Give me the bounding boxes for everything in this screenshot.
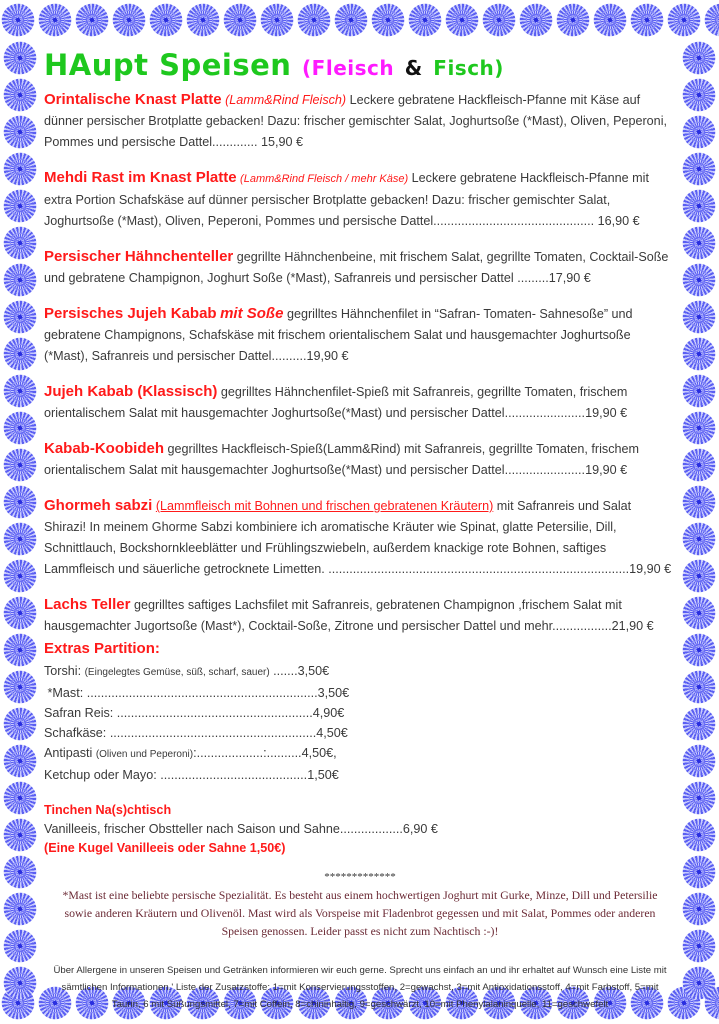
dish-name: Persisches Jujeh Kabab [44,305,217,322]
dish-item [44,303,676,367]
dish-price: 19,90 € [306,349,349,363]
dessert-description: Vanilleeis, frischer Obstteller nach Saison und Sahne.................. [44,822,403,836]
extras-list [44,661,676,785]
extras-dots: ....... [269,664,298,678]
dish-item [44,89,676,153]
rosette-ornament-icon [2,373,39,410]
rosette-ornament-icon [681,299,718,336]
dish-name: Orintalische Knast Platte [44,91,222,108]
rosette-ornament-icon [681,558,718,595]
extras-label: Safran Reis: [44,706,117,720]
rosette-ornament-icon [681,410,718,447]
dish-price: 21,90 € [611,619,654,633]
dish-name-suffix: mit Soße [220,305,284,322]
rosette-ornament-icon [592,2,629,39]
page-title [44,48,676,85]
rosette-ornament-icon [2,40,39,77]
border-left [2,40,39,1002]
rosette-ornament-icon [681,40,718,77]
rosette-ornament-icon [681,373,718,410]
dish-price: 16,90 € [597,214,640,228]
dish-price: 15,90 € [260,135,304,149]
rosette-ornament-icon [681,521,718,558]
rosette-ornament-icon [37,2,74,39]
title-main: HAupt Speisen [44,48,292,82]
extras-label: Antipasti [44,746,96,760]
separator: ************* [324,871,396,883]
rosette-ornament-icon [681,669,718,706]
dessert-price: 6,90 € [402,822,438,836]
dish-item [44,438,676,481]
dish-price: 19,90 € [629,562,672,576]
rosette-ornament-icon [518,2,555,39]
rosette-ornament-icon [2,77,39,114]
rosette-ornament-icon [2,780,39,817]
rosette-ornament-icon [681,706,718,743]
rosette-ornament-icon [481,2,518,39]
extras-dots: ........................................................... [109,726,317,740]
rosette-ornament-icon [2,299,39,336]
rosette-ornament-icon [2,410,39,447]
rosette-ornament-icon [2,521,39,558]
extras-item [44,661,676,683]
rosette-ornament-icon [444,2,481,39]
rosette-ornament-icon [2,225,39,262]
dish-ingredients-link[interactable]: (Lammfleisch mit Bohnen und frischen gebratenen Kräutern) [155,499,494,513]
extras-label: Schafkäse: [44,726,110,740]
dish-description: Leckere gebratene Hackfleisch-Pfanne mit Käse auf dünner persischer Brotplatte gebacken! Dazu: frischer gemischter Salat, Joghurtsoße (*Mast), Oliven, Peperoni, Pommes und persische Dattel............. [44,93,667,149]
dish-name: Lachs Teller [44,596,131,613]
dish-item [44,594,676,637]
title-sub-open: (Fleisch [302,56,395,80]
extras-item [44,683,676,703]
rosette-ornament-icon [0,2,37,39]
extras-label: *Mast: [44,686,87,700]
rosette-ornament-icon [148,2,185,39]
rosette-ornament-icon [2,188,39,225]
dish-item [44,495,676,580]
rosette-ornament-icon [681,151,718,188]
extras-dots: :...................:.......... [193,746,302,760]
extras-label: Ketchup oder Mayo: [44,768,161,782]
rosette-ornament-icon [222,2,259,39]
dish-description: gegrilltes Hähnchenfilet in “Safran- Tomaten- Sahnesoße” und gebratene Champignons, Schafskäse mit frischem orientalischem Salat und hausgemachter Joghurtsoße (*Mast), Safranreis und persischer Dattel.......... [44,307,633,363]
mast-footnote: *Mast ist eine beliebte persische Spezialität. Es besteht aus einem hochwertigen Joghurt mit Gurke, Minze, Dill und Petersilie sowie anderen Kräutern und Olivenöl. Mast wird als Vorspeise mit Fladenbrot gegessen und mit Salat, Pommes oder anderen Speisen genossen. Leider passt es nicht zum Nachtisch :-)! [62,888,658,938]
rosette-ornament-icon [2,151,39,188]
dessert-heading: Tinchen Na(s)chtisch [44,803,172,817]
rosette-ornament-icon [185,2,222,39]
rosette-ornament-icon [681,854,718,891]
title-sub-close: Fisch) [433,56,504,80]
dish-item [44,246,676,289]
rosette-ornament-icon [681,891,718,928]
rosette-ornament-icon [681,262,718,299]
extras-dots: .................................................................. [86,686,318,700]
dish-price: 19,90 € [585,463,628,477]
rosette-ornament-icon [681,336,718,373]
rosette-ornament-icon [2,817,39,854]
rosette-ornament-icon [2,262,39,299]
rosette-ornament-icon [111,2,148,39]
rosette-ornament-icon [629,2,666,39]
rosette-ornament-icon [2,743,39,780]
extras-heading: Extras Partition: [44,640,160,657]
rosette-ornament-icon [2,854,39,891]
extras-item [44,765,676,785]
rosette-ornament-icon [407,2,444,39]
menu-page [44,48,676,1013]
rosette-ornament-icon [2,891,39,928]
rosette-ornament-icon [681,114,718,151]
extras-price: 4,90€ [312,706,345,720]
rosette-ornament-icon [681,188,718,225]
extras-dots: ........................................................ [116,706,313,720]
rosette-ornament-icon [2,965,39,1002]
dish-name: Ghormeh sabzi [44,497,153,514]
rosette-ornament-icon [2,114,39,151]
rosette-ornament-icon [74,2,111,39]
border-top [0,2,719,39]
border-right [681,40,718,1002]
rosette-ornament-icon [555,2,592,39]
rosette-ornament-icon [681,928,718,965]
extras-price: 4,50€ [316,726,348,740]
rosette-ornament-icon [681,225,718,262]
rosette-ornament-icon [681,743,718,780]
rosette-ornament-icon [666,2,703,39]
rosette-ornament-icon [681,817,718,854]
dish-name: Persischer Hähnchenteller [44,248,234,265]
rosette-ornament-icon [681,965,718,1002]
rosette-ornament-icon [2,706,39,743]
rosette-ornament-icon [681,632,718,669]
rosette-ornament-icon [296,2,333,39]
extras-note: (Eingelegtes Gemüse, süß, scharf, sauer) [84,667,270,678]
extras-dots: .......................................... [160,768,308,782]
rosette-ornament-icon [2,632,39,669]
rosette-ornament-icon [681,447,718,484]
rosette-ornament-icon [2,928,39,965]
dish-item [44,381,676,424]
extras-item [44,723,676,743]
dish-price: 19,90 € [585,406,628,420]
rosette-ornament-icon [2,336,39,373]
rosette-ornament-icon [370,2,407,39]
dish-meat-note: (Lamm&Rind Fleisch / mehr Käse) [240,173,409,185]
dish-description: gegrilltes Hackfleisch-Spieß(Lamm&Rind) mit Safranreis, gegrillte Tomaten, frischem orientalischem Salat mit hausgemachter Joghurtsoße(*Mast) und persischer Dattel....................... [44,442,639,477]
rosette-ornament-icon [681,77,718,114]
rosette-ornament-icon [333,2,370,39]
dish-price: 17,90 € [548,271,591,285]
dish-item [44,167,676,232]
extras-item [44,743,676,765]
dessert-item [44,820,676,839]
extras-price: 1,50€ [307,768,339,782]
extras-item [44,703,676,723]
dish-description: gegrilltes saftiges Lachsfilet mit Safranreis, gebratenen Champignon ,frischem Salat mit hausgemachter Jugortsoße (Mast*), Cocktail-Soße, Zitrone und persischer Dattel und mehr................. [44,598,622,633]
rosette-ornament-icon [681,484,718,521]
extras-label: Torshi: [44,664,85,678]
rosette-ornament-icon [259,2,296,39]
dish-name: Kabab-Koobideh [44,440,164,457]
dish-name: Mehdi Rast im Knast Platte [44,169,237,186]
extras-price: 4,50€, [301,746,337,760]
rosette-ornament-icon [681,595,718,632]
rosette-ornament-icon [703,2,719,39]
dish-description: gegrilltes Hähnchenfilet-Spieß mit Safranreis, gegrillte Tomaten, frischem orientalischem Salat mit hausgemachter Joghurtsoße(*Mast) und persischer Dattel....................... [44,385,628,420]
rosette-ornament-icon [2,669,39,706]
rosette-ornament-icon [681,780,718,817]
rosette-ornament-icon [2,558,39,595]
dish-description: mit Safranreis und Salat Shirazi! In meinem Ghorme Sabzi kombiniere ich aromatische Kräuter wie Spinat, glatte Petersilie, Dill, Schnittlauch, Bockshornkleeblätter und Frühlingszwiebeln, außerdem knackige rote Bohnen, saftiges Lammfleisch und säuerliche getrocknete Limetten. ...................................................................................... [44,499,632,576]
rosette-ornament-icon [2,484,39,521]
dish-meat-note: (Lamm&Rind Fleisch) [225,93,347,107]
dish-description: gegrillte Hähnchenbeine, mit frischem Salat, gegrillte Tomaten, Cocktail-Soße und gebratene Champignon, Joghurt Soße (*Mast), Safranreis und persischer Dattel ......... [44,250,669,285]
extras-note: (Oliven und Peperoni) [95,749,194,760]
rosette-ornament-icon [2,595,39,632]
dish-name: Jujeh Kabab (Klassisch) [44,383,218,400]
extras-price: 3,50€ [297,664,330,678]
rosette-ornament-icon [2,447,39,484]
title-amp: & [404,56,423,80]
dessert-extra-note: (Eine Kugel Vanilleeis oder Sahne 1,50€) [44,841,286,855]
extras-price: 3,50€ [317,686,350,700]
dish-description: Leckere gebratene Hackfleisch-Pfanne mit extra Portion Schafskäse auf dünner persischer Brotplatte gebacken! Dazu: frischer gemischter Salat, Joghurtsoße (*Mast), Oliven, Peperoni, Pommes und persische Dattel.............................................. [44,171,649,228]
allergy-note: Über Allergene in unseren Speisen und Getränken informieren wir euch gerne. Sprecht uns einfach an und ihr erhaltet auf Wunsch eine Liste mit sämtlichen Informationen.' Liste der Zusatzstoffe: 1=mit Konservierungsstoffen, 2=gewachst, 3=mit Antioxidationsstoff, 4=mit Farbstoff, 5=mit Taurin, 6 mit Süßungsmittel, 7=mit Coffein, 8=chininhaltig, 9=geschwärzt, 10=mit Phenylalaninquelle, 11=geschwefelt [53,965,667,1010]
